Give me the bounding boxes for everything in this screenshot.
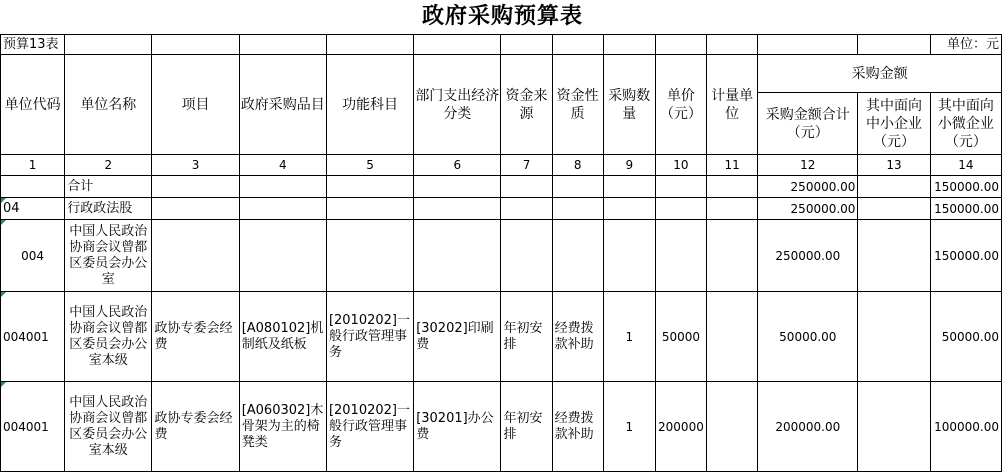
header-project: 项目 [152, 55, 239, 155]
cell-price: 200000 [655, 382, 706, 472]
cell-total: 250000.00 [758, 220, 858, 292]
cell-source [501, 220, 552, 292]
sheet-title: 政府采购预算表 [421, 4, 583, 29]
cell-qty [603, 220, 655, 292]
header-fund-nature: 资金性质 [552, 55, 603, 155]
cell-func: [2010202]一般行政管理事务 [326, 292, 413, 382]
cell-measure [707, 220, 758, 292]
table-row [1, 220, 1002, 292]
col-number: 4 [239, 155, 326, 176]
col-number: 1 [1, 155, 65, 176]
cell-total: 250000.00 [758, 176, 858, 198]
cell-project [152, 176, 239, 198]
cell-name: 中国人民政治协商会议曾都区委员会办公室本级 [65, 382, 152, 472]
col-number: 3 [152, 155, 239, 176]
col-number: 7 [501, 155, 552, 176]
col-number: 11 [707, 155, 758, 176]
header-economic-class: 部门支出经济分类 [414, 55, 501, 155]
cell-sme [858, 176, 930, 198]
cell-item [239, 198, 326, 220]
header-amount-sme: 其中面向中小企业（元） [858, 93, 930, 155]
header-measure-unit: 计量单位 [707, 55, 758, 155]
cell-code: 004001 [1, 382, 65, 472]
cell-econ: [30202]印刷费 [414, 292, 501, 382]
cell-price [655, 176, 706, 198]
header-amount-micro: 其中面向小微企业（元） [930, 93, 1001, 155]
cell-code [1, 176, 65, 198]
cell-measure [707, 292, 758, 382]
cell-func: [2010202]一般行政管理事务 [326, 382, 413, 472]
table-row [1, 292, 1002, 382]
cell-name: 中国人民政治协商会议曾都区委员会办公室本级 [65, 292, 152, 382]
header-row-1 [1, 55, 1002, 93]
cell-source [501, 198, 552, 220]
cell-project [152, 198, 239, 220]
column-number-row [1, 155, 1002, 176]
cell-func [326, 176, 413, 198]
cell-code: 04 [1, 198, 65, 220]
cell-econ [414, 220, 501, 292]
cell-econ [414, 198, 501, 220]
cell-source: 年初安排 [501, 292, 552, 382]
cell-item [239, 176, 326, 198]
cell-nature: 经费拨款补助 [552, 292, 603, 382]
cell-micro: 150000.00 [930, 176, 1001, 198]
cell-total: 250000.00 [758, 198, 858, 220]
header-unit-price: 单价（元） [655, 55, 706, 155]
cell-item: [A060302]木骨架为主的椅凳类 [239, 382, 326, 472]
cell-name: 行政政法股 [65, 198, 152, 220]
cell-name: 中国人民政治协商会议曾都区委员会办公室 [65, 220, 152, 292]
col-number: 10 [655, 155, 706, 176]
col-number: 2 [65, 155, 152, 176]
cell-name: 合计 [65, 176, 152, 198]
col-number: 13 [858, 155, 930, 176]
unit-label: 单位：元 [930, 35, 1001, 55]
cell-price [655, 220, 706, 292]
cell-nature [552, 176, 603, 198]
cell-sme [858, 382, 930, 472]
cell-price [655, 198, 706, 220]
cell-qty: 1 [603, 382, 655, 472]
table-id: 预算13表 [1, 35, 65, 55]
col-number: 6 [414, 155, 501, 176]
procurement-budget-table [0, 34, 1002, 472]
cell-micro: 100000.00 [930, 382, 1001, 472]
cell-econ: [30201]办公费 [414, 382, 501, 472]
cell-econ [414, 176, 501, 198]
col-number: 5 [326, 155, 413, 176]
cell-project [152, 220, 239, 292]
cell-qty: 1 [603, 292, 655, 382]
col-number: 8 [552, 155, 603, 176]
cell-item: [A080102]机制纸及纸板 [239, 292, 326, 382]
cell-item [239, 220, 326, 292]
cell-sme [858, 292, 930, 382]
cell-func [326, 198, 413, 220]
cell-code: 004 [1, 220, 65, 292]
header-amount-total: 采购金额合计（元） [758, 93, 858, 155]
cell-project: 政协专委会经费 [152, 292, 239, 382]
cell-measure [707, 176, 758, 198]
cell-micro: 150000.00 [930, 220, 1001, 292]
header-function-subject: 功能科目 [326, 55, 413, 155]
cell-sme [858, 220, 930, 292]
table-row [1, 176, 1002, 198]
cell-micro: 150000.00 [930, 198, 1001, 220]
cell-price: 50000 [655, 292, 706, 382]
header-procurement-item: 政府采购品目 [239, 55, 326, 155]
header-fund-source: 资金来源 [501, 55, 552, 155]
cell-source [501, 176, 552, 198]
col-number: 9 [603, 155, 655, 176]
col-number: 12 [758, 155, 858, 176]
cell-func [326, 220, 413, 292]
cell-nature [552, 220, 603, 292]
cell-measure [707, 382, 758, 472]
cell-total: 200000.00 [758, 382, 858, 472]
cell-nature [552, 198, 603, 220]
table-row [1, 382, 1002, 472]
header-unit-name: 单位名称 [65, 55, 152, 155]
table-row [1, 198, 1002, 220]
header-quantity: 采购数量 [603, 55, 655, 155]
cell-nature: 经费拨款补助 [552, 382, 603, 472]
header-unit-code: 单位代码 [1, 55, 65, 155]
meta-row [1, 35, 1002, 55]
cell-sme [858, 198, 930, 220]
cell-project: 政协专委会经费 [152, 382, 239, 472]
cell-micro: 50000.00 [930, 292, 1001, 382]
cell-qty [603, 176, 655, 198]
cell-source: 年初安排 [501, 382, 552, 472]
cell-total: 50000.00 [758, 292, 858, 382]
cell-qty [603, 198, 655, 220]
cell-code: 004001 [1, 292, 65, 382]
header-amount-group: 采购金额 [758, 55, 1002, 93]
col-number: 14 [930, 155, 1001, 176]
cell-measure [707, 198, 758, 220]
